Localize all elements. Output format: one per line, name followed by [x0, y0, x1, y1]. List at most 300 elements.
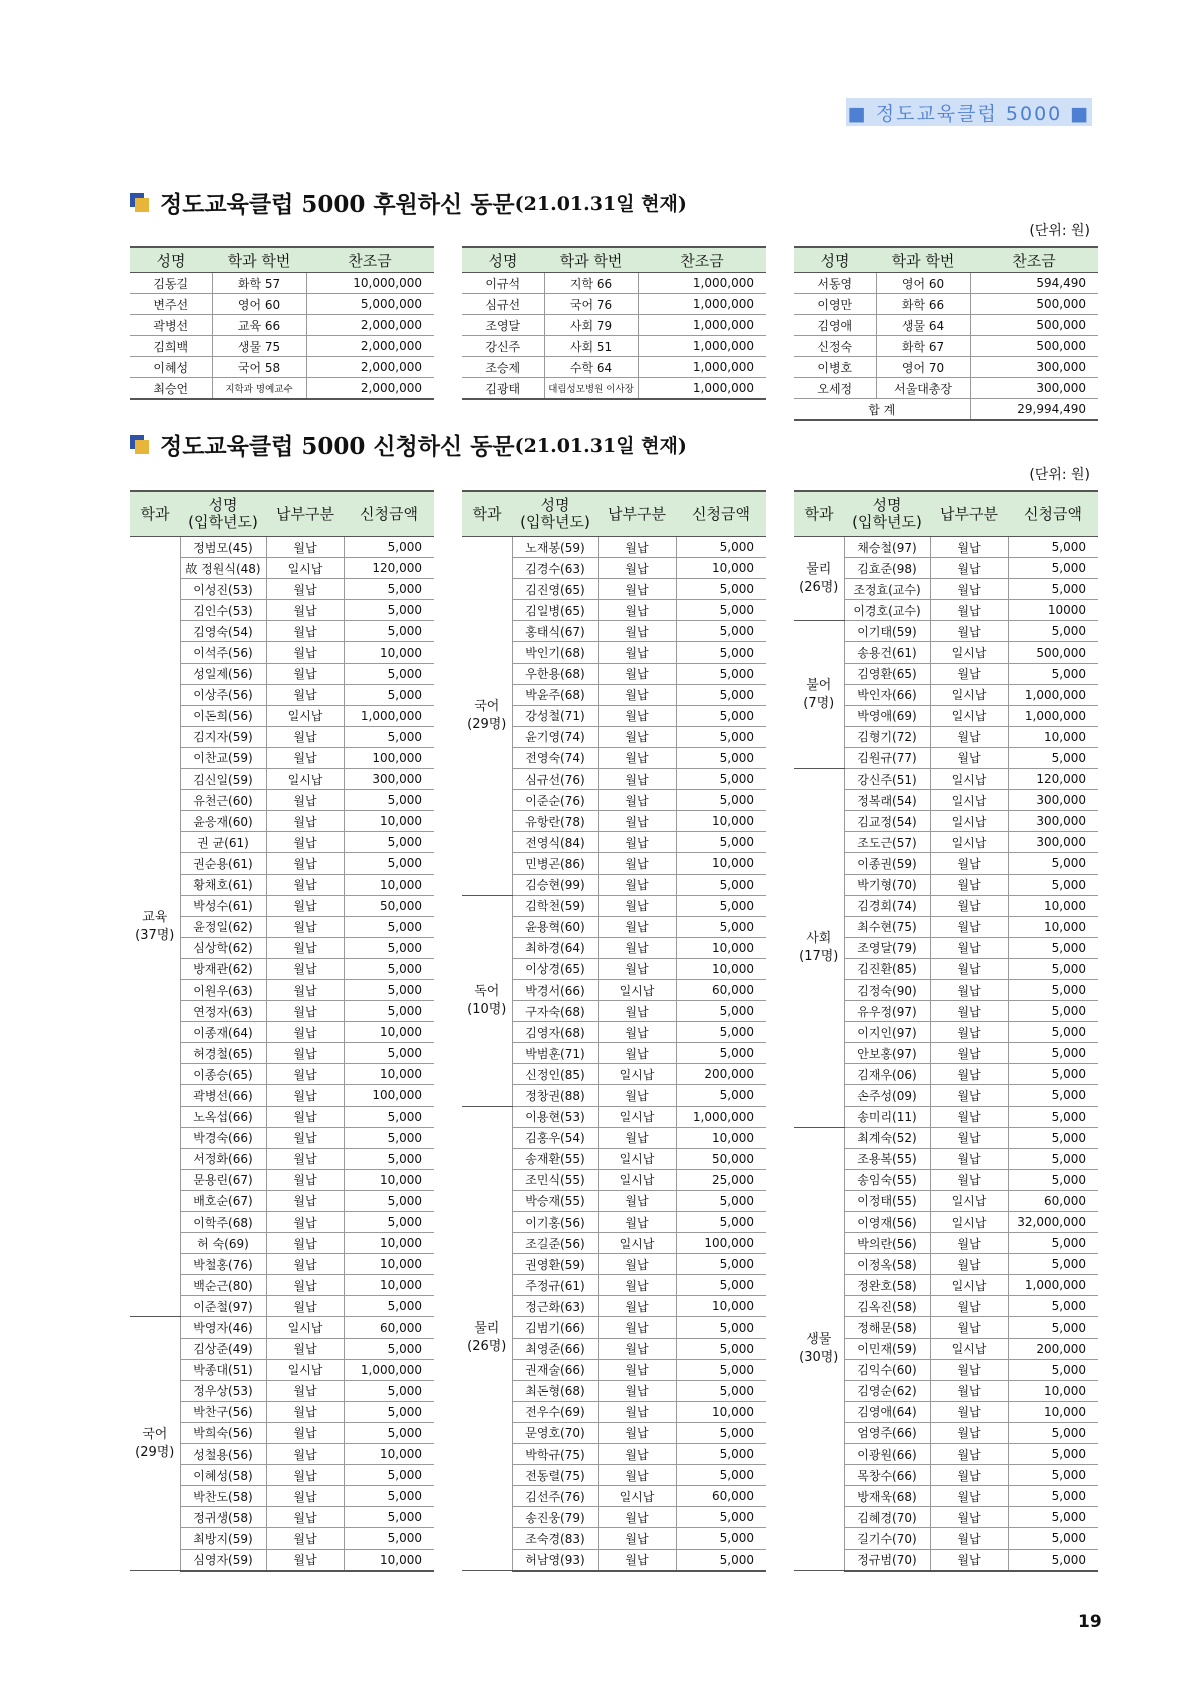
pledge-amount: 60,000: [1008, 1190, 1098, 1211]
applicant-name: 성일제(56): [180, 663, 266, 684]
pledge-amount: 5,000: [676, 1359, 766, 1380]
applicant-name: 길기수(70): [844, 1528, 930, 1549]
payment-type: 월납: [266, 1043, 344, 1064]
applicant-name: 이민재(59): [844, 1338, 930, 1359]
donor-name: 심규선: [462, 294, 544, 315]
pledge-amount: 5,000: [1008, 1528, 1098, 1549]
applicant-name: 권영환(59): [512, 1254, 598, 1275]
applicant-name: 이준철(97): [180, 1296, 266, 1317]
applicant-name: 김교정(54): [844, 811, 930, 832]
table-row: [794, 336, 1098, 357]
payment-type: 월납: [930, 1422, 1008, 1443]
payment-type: 월납: [598, 726, 676, 747]
applicant-name: 심영자(59): [180, 1549, 266, 1571]
pledge-amount: 5,000: [1008, 1549, 1098, 1571]
bullet-square-icon: [130, 435, 150, 455]
payment-type: 월납: [266, 1338, 344, 1359]
pledge-amount: 5,000: [676, 579, 766, 600]
applicant-name: 허경철(65): [180, 1043, 266, 1064]
applicant-name: 문영호(70): [512, 1422, 598, 1443]
column-header: 학과 학번: [212, 247, 306, 273]
pledge-amount: 5,000: [344, 790, 434, 811]
table-row: [130, 357, 434, 378]
applicant-name: 김재우(06): [844, 1064, 930, 1085]
applicant-name: 이석주(56): [180, 642, 266, 663]
payment-type: 월납: [266, 1507, 344, 1528]
applicant-name: 송재환(55): [512, 1148, 598, 1169]
payment-type: 월납: [598, 579, 676, 600]
payment-type: 일시납: [266, 705, 344, 726]
applicant-name: 허 숙(69): [180, 1233, 266, 1254]
pledge-amount: 60,000: [676, 979, 766, 1000]
applicant-name: 주정규(61): [512, 1275, 598, 1296]
payment-type: 월납: [930, 1148, 1008, 1169]
table-row: [130, 537, 434, 558]
applicant-name: 박경숙(66): [180, 1127, 266, 1148]
applicant-name: 심규선(76): [512, 769, 598, 790]
pledge-amount: 5,000: [676, 684, 766, 705]
pledge-amount: 5,000: [1008, 1127, 1098, 1148]
applicant-name: 백순근(80): [180, 1275, 266, 1296]
donor-name: 최승언: [130, 378, 212, 400]
payment-type: 월납: [930, 1085, 1008, 1106]
applicant-name: 이원우(63): [180, 979, 266, 1000]
pledge-amount: 5,000: [344, 979, 434, 1000]
payment-type: 월납: [266, 1106, 344, 1127]
pledge-amount: 5,000: [676, 1422, 766, 1443]
pledge-amount: 5,000: [344, 1212, 434, 1233]
column-header: 학과 학번: [544, 247, 638, 273]
pledge-amount: 200,000: [1008, 1338, 1098, 1359]
pledge-amount: 5,000: [1008, 1507, 1098, 1528]
applicant-name: 전동렬(75): [512, 1465, 598, 1486]
pledge-amount: 5,000: [344, 684, 434, 705]
payment-type: 월납: [266, 684, 344, 705]
column-header: [844, 491, 930, 537]
payment-type: 일시납: [930, 1190, 1008, 1211]
applicant-name: 김진환(85): [844, 958, 930, 979]
payment-type: 월납: [598, 558, 676, 579]
payment-type: 월납: [266, 1064, 344, 1085]
pledge-amount: 10,000: [344, 1444, 434, 1465]
pledge-amount: 5,000: [344, 1401, 434, 1422]
applicant-name: 김상준(49): [180, 1338, 266, 1359]
pledge-amount: 300,000: [344, 769, 434, 790]
pledge-amount: 60,000: [344, 1317, 434, 1338]
pledge-amount: 5,000: [676, 747, 766, 768]
payment-type: 일시납: [930, 1275, 1008, 1296]
pledge-amount: 120,000: [344, 558, 434, 579]
pledge-amount: 5,000: [676, 1338, 766, 1359]
payment-type: 월납: [598, 1444, 676, 1465]
pledge-amount: 10,000: [344, 1169, 434, 1190]
applicant-name: 이종권(59): [844, 853, 930, 874]
pledge-amount: 5,000: [344, 1296, 434, 1317]
pledge-amount: 5,000: [676, 1275, 766, 1296]
payment-type: 월납: [930, 1254, 1008, 1275]
pledge-amount: 5,000: [344, 958, 434, 979]
applicant-name: 이종재(64): [180, 1022, 266, 1043]
dept-count: (29명): [135, 1444, 175, 1460]
table-row: [794, 769, 1098, 790]
dept-name: 물리: [806, 561, 832, 577]
table-row: [794, 315, 1098, 336]
table-row: [794, 357, 1098, 378]
payment-type: 월납: [930, 537, 1008, 558]
pledge-amount: 10,000: [1008, 726, 1098, 747]
table-row: [130, 294, 434, 315]
applicant-name: 문용린(67): [180, 1169, 266, 1190]
payment-type: 월납: [930, 726, 1008, 747]
pledge-amount: 5,000: [1008, 1486, 1098, 1507]
applicant-name: 박기형(70): [844, 874, 930, 895]
applicant-name: 김영환(65): [844, 663, 930, 684]
payment-type: 월납: [266, 1212, 344, 1233]
column-header: 신청금액: [1008, 491, 1098, 537]
payment-type: 월납: [930, 1486, 1008, 1507]
pledge-amount: 50,000: [344, 895, 434, 916]
applicant-name: 이상경(65): [512, 958, 598, 979]
pledge-amount: 5,000: [676, 1549, 766, 1571]
total-row: [794, 399, 1098, 421]
payment-type: 월납: [598, 1465, 676, 1486]
pledge-amount: 5,000: [1008, 1001, 1098, 1022]
payment-type: 월납: [266, 832, 344, 853]
applicant-name: 이정옥(58): [844, 1254, 930, 1275]
pledge-amount: 5,000: [676, 1190, 766, 1211]
pledge-amount: 5,000: [1008, 579, 1098, 600]
applicant-name: 방재욱(68): [844, 1486, 930, 1507]
pledge-amount: 10,000: [344, 642, 434, 663]
pledge-amount: 5,000: [1008, 1064, 1098, 1085]
applicant-name: 박의란(56): [844, 1233, 930, 1254]
pledge-amount: 5,000: [1008, 1422, 1098, 1443]
pledge-amount: 10,000: [344, 1064, 434, 1085]
donor-amount: 10,000,000: [306, 273, 434, 294]
column-header: 신청금액: [344, 491, 434, 537]
column-header: 학과 학번: [876, 247, 970, 273]
payment-type: 일시납: [930, 832, 1008, 853]
pledge-amount: 5,000: [676, 1465, 766, 1486]
pledge-amount: 5,000: [676, 1022, 766, 1043]
column-header: [180, 491, 266, 537]
pledge-amount: 10000: [1008, 600, 1098, 621]
applicant-name: 정범모(45): [180, 537, 266, 558]
table-row: [130, 315, 434, 336]
dept-name: 교육: [142, 909, 168, 925]
section-subtitle: (21.01.31일 현재): [514, 193, 687, 215]
applicant-name: 정창권(88): [512, 1085, 598, 1106]
payment-type: 일시납: [930, 811, 1008, 832]
payment-type: 월납: [930, 1549, 1008, 1571]
payment-type: 월납: [266, 1022, 344, 1043]
pledge-amount: 300,000: [1008, 832, 1098, 853]
applicant-name: 김선주(76): [512, 1486, 598, 1507]
payment-type: 일시납: [598, 1486, 676, 1507]
applicant-name: 김형기(72): [844, 726, 930, 747]
pledge-amount: 5,000: [344, 1127, 434, 1148]
column-header: 찬조금: [970, 247, 1098, 273]
payment-type: 일시납: [266, 1317, 344, 1338]
pledge-amount: 5,000: [344, 1422, 434, 1443]
payment-type: 일시납: [598, 1169, 676, 1190]
pledge-amount: 5,000: [1008, 874, 1098, 895]
payment-type: 월납: [930, 579, 1008, 600]
pledge-amount: 5,000: [1008, 1085, 1098, 1106]
pledge-amount: 5,000: [676, 916, 766, 937]
payment-type: 월납: [598, 1254, 676, 1275]
pledge-amount: 5,000: [1008, 853, 1098, 874]
payment-type: 월납: [598, 1359, 676, 1380]
pledge-amount: 10,000: [344, 874, 434, 895]
applicant-name: 박윤주(68): [512, 684, 598, 705]
applicant-name: 권재술(66): [512, 1359, 598, 1380]
dept-cell: [794, 1127, 844, 1570]
donor-table: [462, 246, 766, 400]
payment-type: 월납: [266, 1190, 344, 1211]
applicant-name: 민병곤(86): [512, 853, 598, 874]
applicant-name: 이학주(68): [180, 1212, 266, 1233]
payment-type: 월납: [598, 790, 676, 811]
pledge-amount: 1,000,000: [344, 705, 434, 726]
payment-type: 일시납: [598, 979, 676, 1000]
pledge-amount: 5,000: [1008, 663, 1098, 684]
payment-type: 월납: [930, 663, 1008, 684]
payment-type: 월납: [930, 958, 1008, 979]
applicant-name: 조용복(55): [844, 1148, 930, 1169]
pledge-amount: 10,000: [1008, 916, 1098, 937]
applicant-name: 이혜성(58): [180, 1465, 266, 1486]
pledge-amount: 5,000: [344, 579, 434, 600]
donor-dept-year: 화학 57: [212, 273, 306, 294]
applicant-name: 윤기영(74): [512, 726, 598, 747]
payment-type: 월납: [930, 1022, 1008, 1043]
applicant-name: 이광원(66): [844, 1444, 930, 1465]
pledge-amount: 5,000: [1008, 1359, 1098, 1380]
pledge-amount: 5,000: [344, 853, 434, 874]
applicant-name: 채승철(97): [844, 537, 930, 558]
dept-count: (30명): [799, 1349, 839, 1365]
applicant-name: 김진영(65): [512, 579, 598, 600]
applicant-name: 서정화(66): [180, 1148, 266, 1169]
applicant-name: 정규범(70): [844, 1549, 930, 1571]
payment-type: 월납: [266, 747, 344, 768]
applicant-name: 안보홍(97): [844, 1043, 930, 1064]
column-header: 학과: [794, 491, 844, 537]
pledge-amount: 5,000: [1008, 1148, 1098, 1169]
applicant-name: 박인기(68): [512, 642, 598, 663]
donor-name: 김동길: [130, 273, 212, 294]
applicant-name: 최영준(66): [512, 1338, 598, 1359]
pledge-amount: 5,000: [676, 1380, 766, 1401]
payment-type: 월납: [598, 705, 676, 726]
payment-type: 월납: [930, 1528, 1008, 1549]
applicant-name: 김영자(68): [512, 1022, 598, 1043]
payment-type: 월납: [598, 916, 676, 937]
donor-name: 곽병선: [130, 315, 212, 336]
applicant-name: 이찬교(59): [180, 747, 266, 768]
pledge-amount: 5,000: [1008, 937, 1098, 958]
payment-type: 월납: [930, 1317, 1008, 1338]
dept-count: (7명): [803, 695, 835, 711]
pledge-amount: 5,000: [1008, 1106, 1098, 1127]
applicant-name: 조길준(56): [512, 1233, 598, 1254]
applicant-name: 정근화(63): [512, 1296, 598, 1317]
payment-type: 월납: [598, 1507, 676, 1528]
pledge-amount: 5,000: [676, 621, 766, 642]
applicant-name: 권 균(61): [180, 832, 266, 853]
column-header: 찬조금: [638, 247, 766, 273]
header-line: (입학년도): [188, 513, 258, 531]
applicant-name: 박범훈(71): [512, 1043, 598, 1064]
applicant-name: 김경수(63): [512, 558, 598, 579]
donor-amount: 1,000,000: [638, 273, 766, 294]
payment-type: 월납: [598, 537, 676, 558]
payment-type: 월납: [930, 1507, 1008, 1528]
payment-type: 일시납: [266, 558, 344, 579]
payment-type: 일시납: [930, 705, 1008, 726]
pledge-amount: 10,000: [676, 1127, 766, 1148]
pledge-amount: 5,000: [676, 1507, 766, 1528]
applicant-name: 노옥섭(66): [180, 1106, 266, 1127]
applicant-table: [794, 490, 1098, 1572]
pledge-amount: 5,000: [676, 642, 766, 663]
applicant-name: 윤응재(60): [180, 811, 266, 832]
donor-amount: 1,000,000: [638, 315, 766, 336]
payment-type: 월납: [930, 621, 1008, 642]
applicant-name: 최하경(64): [512, 937, 598, 958]
unit-label: (단위: 원): [1029, 223, 1090, 239]
pledge-amount: 5,000: [676, 832, 766, 853]
payment-type: 월납: [266, 853, 344, 874]
applicant-name: 손주성(09): [844, 1085, 930, 1106]
applicant-name: 김효준(98): [844, 558, 930, 579]
payment-type: 월납: [598, 832, 676, 853]
pledge-amount: 5,000: [676, 537, 766, 558]
dept-name: 생물: [806, 1331, 832, 1347]
applicant-name: 정완호(58): [844, 1275, 930, 1296]
applicant-name: 정복래(54): [844, 790, 930, 811]
applicant-name: 송임숙(55): [844, 1169, 930, 1190]
applicant-name: 조영달(79): [844, 937, 930, 958]
header-line: 성명: [540, 496, 570, 514]
section-title-applicants: [130, 428, 687, 461]
payment-type: 월납: [930, 1106, 1008, 1127]
payment-type: 월납: [266, 1422, 344, 1443]
payment-type: 월납: [930, 1380, 1008, 1401]
pledge-amount: 5,000: [676, 769, 766, 790]
donor-dept-year: 대림성모병원 이사장: [544, 378, 638, 400]
payment-type: 월납: [266, 979, 344, 1000]
dept-name: 국어: [142, 1426, 168, 1442]
column-header: 신청금액: [676, 491, 766, 537]
applicant-name: 송용건(61): [844, 642, 930, 663]
payment-type: 월납: [266, 916, 344, 937]
applicant-name: 송진웅(79): [512, 1507, 598, 1528]
pledge-amount: 5,000: [1008, 1169, 1098, 1190]
pledge-amount: 5,000: [344, 1338, 434, 1359]
payment-type: 월납: [266, 1444, 344, 1465]
applicant-name: 우한용(68): [512, 663, 598, 684]
applicant-name: 이기태(59): [844, 621, 930, 642]
payment-type: 일시납: [930, 642, 1008, 663]
applicant-name: 이돈희(56): [180, 705, 266, 726]
column-header: 납부구분: [598, 491, 676, 537]
dept-count: (26명): [467, 1339, 507, 1355]
pledge-amount: 60,000: [676, 1486, 766, 1507]
pledge-amount: 10,000: [344, 1549, 434, 1571]
applicant-name: 신정인(85): [512, 1064, 598, 1085]
applicant-name: 김혜경(70): [844, 1507, 930, 1528]
header-line: (입학년도): [520, 513, 590, 531]
donor-name: 김영애: [794, 315, 876, 336]
donor-table: [794, 246, 1098, 421]
payment-type: 월납: [266, 811, 344, 832]
dept-cell: [794, 621, 844, 769]
applicant-name: 김영숙(54): [180, 621, 266, 642]
pledge-amount: 100,000: [676, 1233, 766, 1254]
payment-type: 월납: [598, 1085, 676, 1106]
table-row: [130, 336, 434, 357]
pledge-amount: 1,000,000: [1008, 705, 1098, 726]
donor-amount: 1,000,000: [638, 336, 766, 357]
applicant-name: 최돈형(68): [512, 1380, 598, 1401]
donor-dept-year: 수학 64: [544, 357, 638, 378]
table-row: [462, 895, 766, 916]
applicant-name: 박종대(51): [180, 1359, 266, 1380]
applicant-name: 박승재(55): [512, 1190, 598, 1211]
payment-type: 월납: [598, 1001, 676, 1022]
donor-name: 서동영: [794, 273, 876, 294]
donor-amount: 1,000,000: [638, 294, 766, 315]
payment-type: 월납: [598, 1401, 676, 1422]
column-header: 학과: [130, 491, 180, 537]
table-row: [462, 336, 766, 357]
payment-type: 월납: [598, 642, 676, 663]
payment-type: 일시납: [930, 769, 1008, 790]
applicant-name: 최방지(59): [180, 1528, 266, 1549]
payment-type: 월납: [598, 811, 676, 832]
donor-dept-year: 국어 58: [212, 357, 306, 378]
table-row: [794, 621, 1098, 642]
donor-dept-year: 영어 70: [876, 357, 970, 378]
pledge-amount: 50,000: [676, 1148, 766, 1169]
payment-type: 월납: [598, 937, 676, 958]
payment-type: 일시납: [930, 684, 1008, 705]
payment-type: 월납: [266, 895, 344, 916]
applicant-name: 유우정(97): [844, 1001, 930, 1022]
applicant-name: 허남영(93): [512, 1549, 598, 1571]
donor-amount: 500,000: [970, 315, 1098, 336]
applicant-name: 박찬구(56): [180, 1401, 266, 1422]
pledge-amount: 5,000: [344, 1001, 434, 1022]
pledge-amount: 25,000: [676, 1169, 766, 1190]
payment-type: 월납: [930, 1465, 1008, 1486]
applicant-name: 정해문(58): [844, 1317, 930, 1338]
pledge-amount: 5,000: [344, 600, 434, 621]
payment-type: 월납: [266, 1296, 344, 1317]
payment-type: 월납: [930, 1233, 1008, 1254]
applicant-name: 박인자(66): [844, 684, 930, 705]
donor-dept-year: 사회 51: [544, 336, 638, 357]
table-row: [130, 1317, 434, 1338]
pledge-amount: 5,000: [344, 1486, 434, 1507]
pledge-amount: 5,000: [1008, 1296, 1098, 1317]
applicant-name: 윤정일(62): [180, 916, 266, 937]
pledge-amount: 5,000: [1008, 1233, 1098, 1254]
applicant-name: 방재관(62): [180, 958, 266, 979]
donor-name: 김광태: [462, 378, 544, 400]
